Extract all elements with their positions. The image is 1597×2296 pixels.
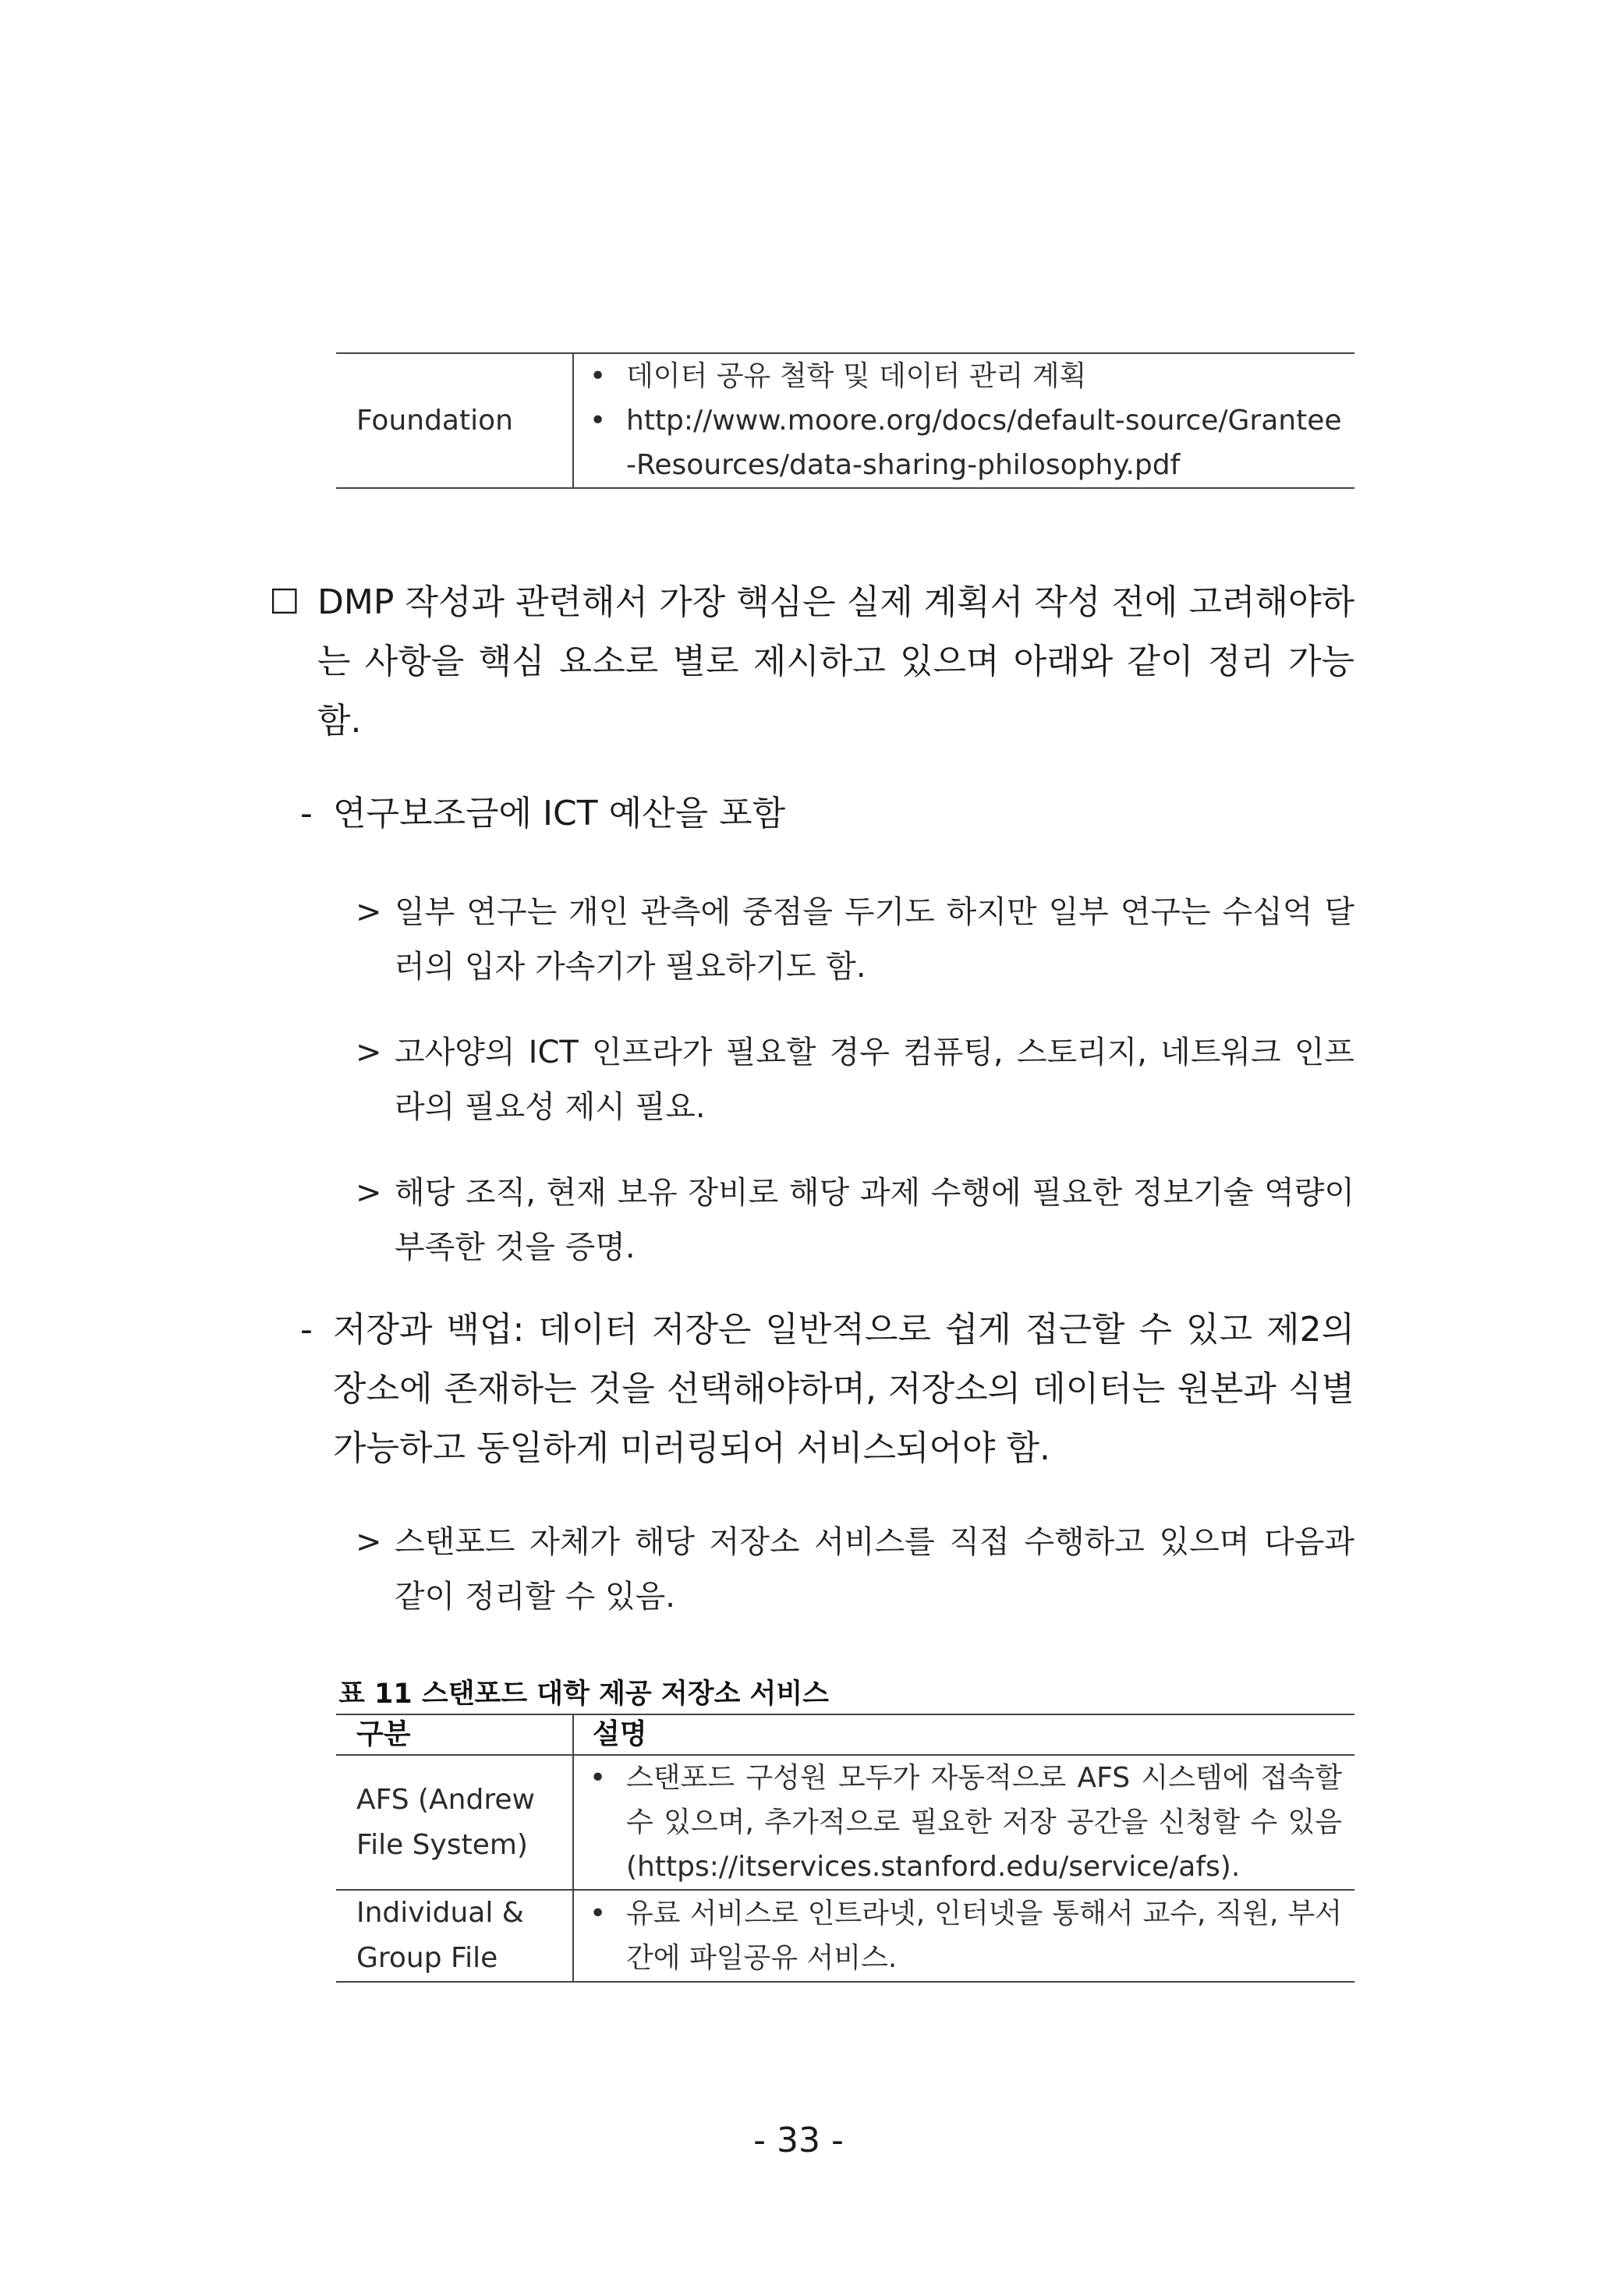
dash-marker: -: [300, 1310, 313, 1350]
storage-services-table: [336, 1714, 1354, 1983]
section2-point-text: 스탠포드 자체가 해당 저장소 서비스를 직접 수행하고 있으며 다음과 같이 정리할 수 있음.: [395, 1524, 1354, 1615]
arrow-marker: >: [356, 1175, 382, 1211]
section1-point-text: 해당 조직, 현재 보유 장비로 해당 과제 수행에 필요한 정보기술 역량이 부족한 것을 증명.: [395, 1175, 1354, 1265]
org-desc-cell: [573, 353, 1354, 488]
bullet-icon: •: [590, 1762, 607, 1794]
section2-paragraph: [300, 1300, 1354, 1478]
section1-point: [356, 1166, 1354, 1275]
arrow-marker: >: [356, 894, 382, 930]
checkbox-icon: ☐: [269, 582, 300, 622]
arrow-marker: >: [356, 1524, 382, 1560]
list-item: [583, 1756, 1342, 1889]
list-item: [583, 1891, 1342, 1980]
section1-point-text: 고사양의 ICT 인프라가 필요할 경우 컴퓨팅, 스토리지, 네트워크 인프라의 필요성 제시 필요.: [395, 1035, 1354, 1125]
bullet-list: [583, 354, 1342, 487]
link-text: http://www.moore.org/docs/default-source/Grantee-Resources/data-sharing-philosophy.pdf: [626, 405, 1342, 481]
bullet-icon: •: [590, 360, 607, 392]
column-header: 설명: [573, 1714, 1354, 1755]
service-desc-cell: [573, 1755, 1354, 1890]
page-number: - 33 -: [753, 2121, 844, 2160]
org-label-cell: [336, 353, 573, 488]
bullet-list: [583, 1891, 1342, 1980]
table-caption: 표 11 스탠포드 대학 제공 저장소 서비스: [338, 1679, 829, 1710]
section2-paragraph-text: 저장과 백업: 데이터 저장은 일반적으로 쉽게 접근할 수 있고 제2의 장소에 존재하는 것을 선택해야하며, 저장소의 데이터는 원본과 식별가능하고 동일하게 미러링되어 서비스되어야 함.: [333, 1310, 1354, 1468]
service-desc: 유료 서비스로 인트라넷, 인터넷을 통해서 교수, 직원, 부서간에 파일공유 서비스.: [626, 1898, 1342, 1974]
table-row: [336, 353, 1354, 488]
section1-heading: [300, 784, 1354, 844]
table-header-row: [336, 1714, 1354, 1755]
list-item: [583, 354, 1342, 398]
bullet-list: [583, 1756, 1342, 1889]
list-item: [583, 398, 1342, 487]
section2-point: [356, 1515, 1354, 1624]
arrow-marker: >: [356, 1035, 382, 1070]
bullet-icon: •: [590, 405, 607, 437]
section1-heading-text: 연구보조금에 ICT 예산을 포함: [333, 794, 786, 833]
table-row: [336, 1890, 1354, 1982]
service-name-cell: [336, 1755, 573, 1890]
section1-point: [356, 885, 1354, 994]
list-item-text: 데이터 공유 철학 및 데이터 관리 계획: [626, 360, 1087, 392]
service-name: AFS (Andrew File System): [356, 1783, 535, 1861]
dash-marker: -: [300, 794, 313, 833]
main-paragraph-text: DMP 작성과 관련해서 가장 핵심은 실제 계획서 작성 전에 고려해야하는 사항을 핵심 요소로 별로 제시하고 있으며 아래와 같이 정리 가능함.: [317, 582, 1354, 741]
section1-point-text: 일부 연구는 개인 관측에 중점을 두기도 하지만 일부 연구는 수십억 달러의 입자 가속기가 필요하기도 함.: [395, 894, 1354, 985]
org-label: Foundation: [356, 404, 513, 437]
section1-point: [356, 1025, 1354, 1134]
service-name: Individual & Group File: [356, 1897, 524, 1974]
foundation-table: [336, 352, 1354, 489]
table-row: [336, 1755, 1354, 1890]
bullet-icon: •: [590, 1898, 607, 1930]
service-name-cell: [336, 1890, 573, 1982]
main-paragraph: [269, 573, 1354, 751]
service-desc: 스탠포드 구성원 모두가 자동적으로 AFS 시스템에 접속할 수 있으며, 추가적으로 필요한 저장 공간을 신청할 수 있음(https://itservices.stanford.edu/service/afs).: [626, 1762, 1342, 1883]
column-header: 구분: [336, 1714, 573, 1755]
service-desc-cell: [573, 1890, 1354, 1982]
